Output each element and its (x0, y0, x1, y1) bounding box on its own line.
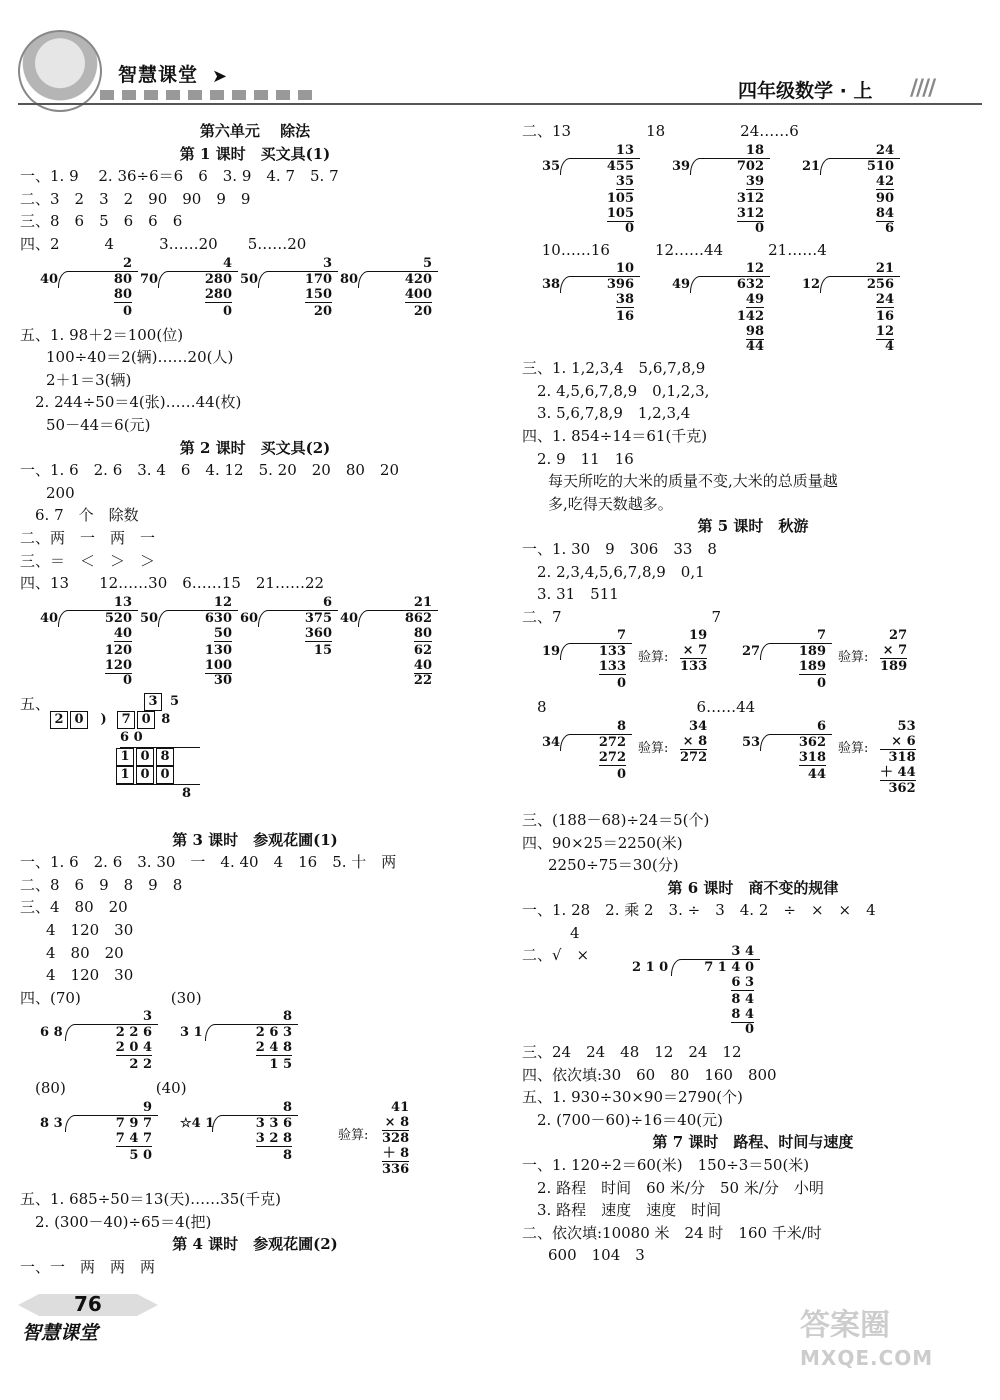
footer-title: 智慧课堂 (22, 1322, 99, 1344)
remainder: 0 (122, 672, 132, 688)
remainder: 62 (413, 642, 432, 658)
digit-box: 8 (156, 748, 174, 766)
quotient: 21 (413, 594, 432, 610)
section-heading: 第 5 课时 秋游 (697, 517, 809, 536)
check-calculation (680, 628, 707, 674)
division-row (20, 595, 490, 693)
division-row (20, 1100, 490, 1188)
slash-decoration-icon: //// (910, 76, 935, 101)
remainder: 120 (104, 642, 132, 658)
answer-line: 2250÷75＝30(分) (548, 856, 679, 875)
dividend: 510 (866, 158, 894, 174)
answer-line: 2. 4,5,6,7,8,9 0,1,2,3, (522, 381, 710, 400)
quotient: 7 (616, 628, 626, 644)
answer-line: 100÷40＝2(辆)……20(人) (46, 348, 234, 367)
answer-line: 4 80 20 (46, 943, 124, 962)
quotient: 8 (282, 1100, 292, 1116)
subtrahend: 8 4 (731, 1007, 754, 1023)
division-row (20, 256, 490, 324)
answer-line: 2. 2,3,4,5,6,7,8,9 0,1 (522, 562, 705, 581)
answer-line: 2. (700－60)÷16＝40(元) (522, 1110, 723, 1129)
subtrahend: 280 (204, 286, 232, 302)
divisor: 80 (340, 271, 359, 287)
remainder: 44 (745, 339, 764, 355)
right-column (522, 120, 984, 1267)
subtrahend: 35 (615, 173, 634, 189)
answer-line: 三、＝ ＜ ＞ ＞ (20, 551, 156, 570)
digit-box: 2 (50, 711, 68, 729)
remainder: 0 (222, 303, 232, 319)
divisor: 2 1 0 (632, 960, 669, 976)
divisor: 50 (140, 610, 159, 626)
remainder: 22 (413, 672, 432, 688)
quotient: 8 (282, 1009, 292, 1025)
division-row (522, 719, 984, 809)
quotient: 7 (816, 628, 826, 644)
remainder: 44 (807, 766, 826, 782)
digit-box: 3 (144, 693, 162, 711)
remainder: 16 (615, 309, 634, 325)
box-subtrahend: 6 0 (120, 729, 200, 748)
remainder: 20 (413, 303, 432, 319)
dividend: 420 (404, 271, 432, 287)
divisor: 35 (542, 158, 561, 174)
answer-line: (80) (40) (20, 1079, 187, 1098)
check-line: 328 (382, 1131, 410, 1147)
quotient: 6 (322, 594, 332, 610)
division-row (522, 628, 984, 696)
divisor: 27 (742, 644, 761, 660)
subtrahend: 38 (615, 292, 634, 308)
check-line: 272 (680, 749, 708, 765)
box-remainder: 8 (182, 785, 192, 801)
divisor: 40 (40, 271, 59, 287)
digit-box: 0 (156, 766, 174, 784)
divisor: 39 (672, 158, 691, 174)
divisor: 70 (140, 271, 159, 287)
subtrahend: 133 (598, 659, 626, 675)
subtrahend: 150 (304, 286, 332, 302)
subtrahend: 49 (745, 292, 764, 308)
check-line: 318 (888, 749, 916, 765)
divisor: 19 (542, 644, 561, 660)
check-line: 19 (689, 628, 708, 644)
dividend: 702 (736, 158, 764, 174)
answer-line: 4 120 30 (46, 966, 134, 985)
digit-box: 0 (137, 711, 155, 729)
divisor: 8 3 (40, 1116, 63, 1132)
section-heading: 第六单元 除法 (199, 122, 311, 140)
box-row (116, 748, 200, 766)
box-main-row (50, 711, 200, 729)
answer-line: 2. 路程 时间 60 米/分 50 米/分 小明 (522, 1178, 824, 1197)
divisor: 21 (802, 158, 821, 174)
remainder: 0 (122, 303, 132, 319)
check-line: 34 (689, 718, 708, 734)
watermark-url: MXQE.COM (800, 1346, 934, 1370)
subtrahend: 40 (413, 657, 432, 673)
check-line: × 7 (680, 643, 707, 659)
answer-line: 五、1. 930÷30×90＝2790(个) (522, 1088, 743, 1107)
subtrahend: 80 (413, 625, 432, 641)
subtrahend: 189 (798, 659, 826, 675)
digit-box: 1 (116, 766, 134, 784)
check-label: 验算: (838, 650, 869, 666)
division-row (522, 143, 984, 239)
check-calculation (880, 719, 916, 796)
subtrahend: 24 (875, 292, 894, 308)
answer-line: 一、1. 120÷2＝60(米) 150÷3＝50(米) (522, 1156, 810, 1175)
check-line: ＋ 8 (382, 1146, 410, 1162)
digit-box: 7 (117, 711, 135, 729)
quotient: 13 (615, 142, 634, 158)
answer-line: 四、依次填:30 60 80 160 800 (522, 1065, 777, 1084)
remainder: 0 (754, 220, 764, 236)
digit-box: 0 (70, 711, 88, 729)
check-line: 133 (680, 659, 708, 675)
answer-line: 多,吃得天数越多。 (548, 494, 673, 513)
check-line: × 6 (880, 734, 916, 750)
divisor: 60 (240, 610, 259, 626)
answer-line: 四、1. 854÷14＝61(千克) (522, 426, 708, 445)
remainder: 30 (213, 672, 232, 688)
box-row (116, 766, 200, 785)
remainder: 0 (744, 1022, 754, 1038)
answer-line: 3. 路程 速度 速度 时间 (522, 1201, 722, 1220)
quotient: 10 (615, 261, 634, 277)
quotient: 12 (213, 594, 232, 610)
check-line: × 8 (382, 1115, 409, 1131)
answer-line: 二、8 6 9 8 9 8 (20, 875, 183, 894)
answer-line: 10……16 12……44 21……4 (522, 240, 827, 259)
dividend: 280 (204, 271, 232, 287)
section-heading: 第 4 课时 参观花圃(2) (172, 1235, 338, 1254)
subtrahend: 50 (213, 625, 232, 641)
dividend: 2 2 6 (115, 1025, 152, 1041)
subtrahend: 312 (736, 205, 764, 221)
section-heading: 第 1 课时 买文具(1) (179, 144, 331, 163)
check-line: 336 (382, 1162, 410, 1178)
remainder: 0 (616, 676, 626, 692)
check-label: 验算: (638, 650, 669, 666)
check-label: 验算: (638, 740, 669, 756)
answer-line: 二、3 2 3 2 90 90 9 9 (20, 189, 251, 208)
check-line: 53 (897, 718, 916, 734)
divisor: 12 (802, 277, 821, 293)
quotient: 13 (113, 594, 132, 610)
subtrahend: 360 (304, 625, 332, 641)
dividend: 396 (606, 277, 634, 293)
answer-line: 五、1. 98＋2＝100(位) (20, 325, 184, 344)
divisor: 34 (542, 734, 561, 750)
subtrahend: 12 (875, 324, 894, 340)
answer-line: 2. 9 11 16 (522, 449, 634, 468)
quotient: 18 (745, 142, 764, 158)
answer-line: 6. 7 个 除数 (20, 506, 139, 525)
answer-line: 2. 244÷50＝4(张)……44(枚) (20, 393, 242, 412)
remainder: 1 5 (269, 1057, 292, 1073)
division-row (20, 1009, 490, 1077)
dividend: 520 (104, 610, 132, 626)
check-line: 41 (391, 1100, 410, 1116)
answer-line: 四、(70) (30) (20, 988, 202, 1007)
remainder: 0 (624, 220, 634, 236)
check-calculation (680, 719, 707, 765)
left-column (20, 120, 490, 1278)
remainder: 130 (204, 642, 232, 658)
box-division (50, 693, 200, 803)
answer-line: 三、8 6 5 6 6 6 (20, 212, 183, 231)
dividend: 7 9 7 (115, 1116, 152, 1132)
digit-box: 5 (170, 693, 180, 709)
answer-line: 二、13 18 24……6 (522, 122, 799, 140)
remainder: 90 (875, 190, 894, 206)
page-header (0, 0, 1000, 110)
answer-line: 600 104 3 (548, 1246, 645, 1265)
division-bracket: ) (96, 711, 112, 727)
answer-line: 50－44＝6(元) (46, 415, 151, 434)
remainder: 312 (736, 190, 764, 206)
quotient: 4 (222, 255, 232, 271)
divisor: 40 (40, 610, 59, 626)
dividend: 256 (866, 277, 894, 293)
remainder: 0 (616, 766, 626, 782)
subtrahend: 80 (113, 286, 132, 302)
subtrahend: 272 (598, 749, 626, 765)
remainder: 8 (282, 1148, 292, 1164)
dividend: 170 (304, 271, 332, 287)
answer-line: 二、两 一 两 一 (20, 528, 156, 547)
section-heading: 第 2 课时 买文具(2) (179, 438, 331, 457)
divisor: 40 (340, 610, 359, 626)
check-line: 27 (889, 628, 908, 644)
check-label: 验算: (338, 1128, 369, 1144)
answer-line: 3. 5,6,7,8,9 1,2,3,4 (522, 404, 691, 423)
answer-line: 每天所吃的大米的质量不变,大米的总质量越 (548, 472, 838, 491)
answer-line: 二、7 7 (522, 607, 722, 626)
subtrahend: 318 (798, 749, 826, 765)
quotient: 21 (875, 261, 894, 277)
answer-line: 一、1. 9 2. 36÷6＝6 6 3. 9 4. 7 5. 7 (20, 167, 339, 186)
arrow-icon: ➤ (212, 66, 228, 87)
check-label: 验算: (838, 740, 869, 756)
answer-line: 三、24 24 48 12 24 12 (522, 1043, 742, 1062)
check-calculation (382, 1100, 409, 1177)
subtrahend: 100 (204, 657, 232, 673)
grade-title: 四年级数学 · 上 (738, 80, 873, 102)
divisor: 3 1 (180, 1025, 203, 1041)
answer-line: 五、 3 5 2 0 ) 7 0 8 6 0 1 0 8 1 0 0 8 (20, 693, 490, 829)
divisor: ☆4 1 (180, 1116, 215, 1132)
check-line: × 7 (880, 643, 907, 659)
divisor: 50 (240, 271, 259, 287)
header-dash-decoration (100, 90, 320, 100)
remainder: 15 (313, 642, 332, 658)
dividend: 862 (404, 610, 432, 626)
dividend: 362 (798, 734, 826, 750)
answer-line: 8 6……44 (522, 698, 756, 717)
divisor: 38 (542, 277, 561, 293)
digit-box: 8 (161, 711, 171, 727)
check-line: ＋ 44 (880, 764, 916, 780)
dividend: 455 (606, 158, 634, 174)
dividend: 7 1 4 0 (704, 960, 754, 976)
remainder: 6 (884, 220, 894, 236)
subtrahend: 3 2 8 (255, 1131, 292, 1147)
quotient: 2 (122, 255, 132, 271)
remainder: 105 (606, 190, 634, 206)
answer-line: 三、(188－68)÷24＝5(个) (522, 810, 710, 829)
dividend: 272 (598, 734, 626, 750)
answer-line: 200 (46, 483, 75, 502)
section-heading: 第 3 课时 参观花圃(1) (172, 830, 338, 849)
remainder: 20 (313, 303, 332, 319)
page-number: 76 (74, 1292, 102, 1316)
quotient: 6 (816, 718, 826, 734)
answer-line: 四、2 4 3……20 5……20 (20, 234, 307, 253)
dividend: 630 (204, 610, 232, 626)
answer-line: 五、1. 685÷50＝13(天)……35(千克) (20, 1190, 281, 1209)
remainder: 142 (736, 309, 764, 325)
answer-line: 一、1. 6 2. 6 3. 4 6 4. 12 5. 20 20 80 20 (20, 461, 400, 480)
quotient: 3 (322, 255, 332, 271)
logo-title: 智慧课堂 (118, 64, 199, 86)
remainder: 16 (875, 309, 894, 325)
subtrahend: 40 (113, 625, 132, 641)
answer-line: 一、1. 28 2. 乘 2 3. ÷ 3 4. 2 ÷ × × 4 (522, 901, 876, 920)
answer-line: 四、13 12……30 6……15 21……22 (20, 574, 325, 593)
remainder: 8 4 (731, 992, 754, 1008)
box-quotient (144, 693, 200, 711)
dividend: 632 (736, 277, 764, 293)
quotient: 9 (142, 1100, 152, 1116)
remainder: 4 (884, 339, 894, 355)
answer-line: 四、90×25＝2250(米) (522, 833, 683, 852)
check-line: 362 (888, 780, 916, 796)
section-heading: 第 6 课时 商不变的规律 (667, 878, 839, 897)
quotient: 5 (422, 255, 432, 271)
division-row (522, 261, 984, 357)
subtrahend: 105 (606, 205, 634, 221)
section-heading: 第 7 课时 路程、时间与速度 (652, 1133, 854, 1152)
answer-line: 2＋1＝3(辆) (46, 370, 132, 389)
answer-line: 二、√ × 3 4 2 1 0 7 1 4 0 6 3 8 4 8 4 0 (522, 944, 984, 967)
answer-line: 4 120 30 (46, 921, 134, 940)
dividend: 375 (304, 610, 332, 626)
dividend: 3 3 6 (255, 1116, 292, 1132)
quotient: 3 (142, 1009, 152, 1025)
subtrahend: 7 4 7 (115, 1131, 152, 1147)
subtrahend: 2 4 8 (255, 1040, 292, 1056)
digit-box: 0 (136, 766, 154, 784)
answer-line: 二、依次填:10080 米 24 时 160 千米/时 (522, 1223, 822, 1242)
quotient: 8 (616, 718, 626, 734)
dividend: 2 6 3 (255, 1025, 292, 1041)
subtrahend: 42 (875, 173, 894, 189)
subtrahend: 400 (404, 286, 432, 302)
answer-line: 三、4 80 20 (20, 898, 128, 917)
answer-line: 三、1. 1,2,3,4 5,6,7,8,9 (522, 359, 706, 378)
remainder: 5 0 (129, 1148, 152, 1164)
quotient: 24 (875, 142, 894, 158)
subtrahend: 2 0 4 (115, 1040, 152, 1056)
check-line: 189 (880, 659, 908, 675)
divisor: 53 (742, 734, 761, 750)
check-line: × 8 (680, 734, 707, 750)
quotient: 3 4 (731, 944, 754, 960)
header-rule (18, 103, 982, 105)
dividend: 80 (113, 271, 132, 287)
watermark-logo: 答案圈 (800, 1308, 890, 1343)
digit-box: 0 (136, 748, 154, 766)
subtrahend: 39 (745, 173, 764, 189)
answer-line: 一、一 两 两 两 (20, 1257, 156, 1276)
digit-box: 1 (116, 748, 134, 766)
divisor: 49 (672, 277, 691, 293)
remainder: 0 (816, 676, 826, 692)
remainder: 2 2 (129, 1057, 152, 1073)
divisor: 6 8 (40, 1025, 63, 1041)
quotient: 12 (745, 261, 764, 277)
answer-line: 2. (300－40)÷65＝4(把) (20, 1212, 212, 1231)
answer-line: 一、1. 30 9 306 33 8 (522, 539, 717, 558)
subtrahend: 84 (875, 205, 894, 221)
cartoon-girl-icon (18, 30, 102, 112)
subtrahend: 120 (104, 657, 132, 673)
subtrahend: 98 (745, 324, 764, 340)
answer-line: 一、1. 6 2. 6 3. 30 一 4. 40 4 16 5. 十 两 (20, 853, 397, 872)
dividend: 189 (798, 644, 826, 660)
dividend: 133 (598, 644, 626, 660)
check-calculation (880, 628, 907, 674)
page-footer (18, 1290, 218, 1350)
subtrahend: 6 3 (731, 975, 754, 991)
answer-line: 4 (570, 923, 580, 942)
answer-line: 3. 31 511 (522, 585, 619, 604)
